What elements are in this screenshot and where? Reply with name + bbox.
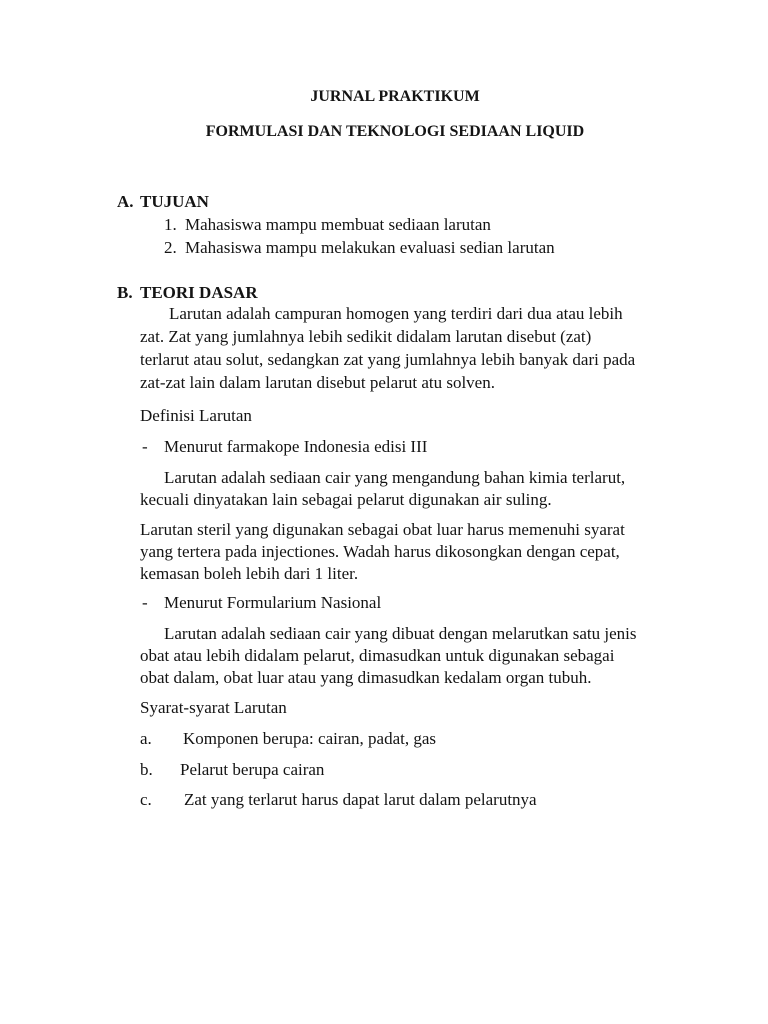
syarat-heading: Syarat-syarat Larutan xyxy=(140,698,287,717)
list-letter: b. xyxy=(140,760,153,779)
paragraph-line: Larutan adalah campuran homogen yang terdiri dari dua atau lebih xyxy=(169,304,623,323)
list-item: Pelarut berupa cairan xyxy=(180,760,325,779)
document-title: JURNAL PRAKTIKUM xyxy=(310,88,480,105)
paragraph-line: Larutan steril yang digunakan sebagai obat luar harus memenuhi syarat xyxy=(140,520,625,539)
paragraph-line: yang tertera pada injectiones. Wadah harus dikosongkan dengan cepat, xyxy=(140,542,620,561)
paragraph-line: obat atau lebih didalam pelarut, dimasudkan untuk digunakan sebagai xyxy=(140,646,615,665)
paragraph-line: terlarut atau solut, sedangkan zat yang jumlahnya lebih banyak dari pada xyxy=(140,350,636,369)
list-item-number: 1. xyxy=(164,215,177,234)
paragraph-line: Larutan adalah sediaan cair yang mengandung bahan kimia terlarut, xyxy=(164,468,626,487)
list-item: Mahasiswa mampu melakukan evaluasi sedian larutan xyxy=(185,238,555,257)
list-item: Zat yang terlarut harus dapat larut dalam pelarutnya xyxy=(184,790,537,809)
dash-bullet: - xyxy=(142,437,148,456)
list-letter: a. xyxy=(140,729,152,748)
list-item: Komponen berupa: cairan, padat, gas xyxy=(183,729,437,748)
section-a-marker: A. xyxy=(117,192,134,211)
source-label: Menurut farmakope Indonesia edisi III xyxy=(164,437,428,456)
list-letter: c. xyxy=(140,790,152,809)
source-label: Menurut Formularium Nasional xyxy=(164,593,382,612)
list-item-number: 2. xyxy=(164,238,177,257)
list-item: Mahasiswa mampu membuat sediaan larutan xyxy=(185,215,491,234)
paragraph-line: Larutan adalah sediaan cair yang dibuat dengan melarutkan satu jenis xyxy=(164,624,637,643)
definisi-heading: Definisi Larutan xyxy=(140,406,252,425)
section-b-heading: TEORI DASAR xyxy=(140,283,258,302)
paragraph-line: zat. Zat yang jumlahnya lebih sedikit didalam larutan disebut (zat) xyxy=(140,327,592,346)
paragraph-line: zat-zat lain dalam larutan disebut pelarut atu solven. xyxy=(140,373,495,392)
dash-bullet: - xyxy=(142,593,148,612)
section-b-marker: B. xyxy=(117,283,133,302)
paragraph-line: obat dalam, obat luar atau yang dimasudkan kedalam organ tubuh. xyxy=(140,668,592,687)
paragraph-line: kemasan boleh lebih dari 1 liter. xyxy=(140,564,359,583)
section-a-heading: TUJUAN xyxy=(140,192,209,211)
paragraph-line: kecuali dinyatakan lain sebagai pelarut digunakan air suling. xyxy=(140,490,552,509)
document-subtitle: FORMULASI DAN TEKNOLOGI SEDIAAN LIQUID xyxy=(205,123,585,140)
